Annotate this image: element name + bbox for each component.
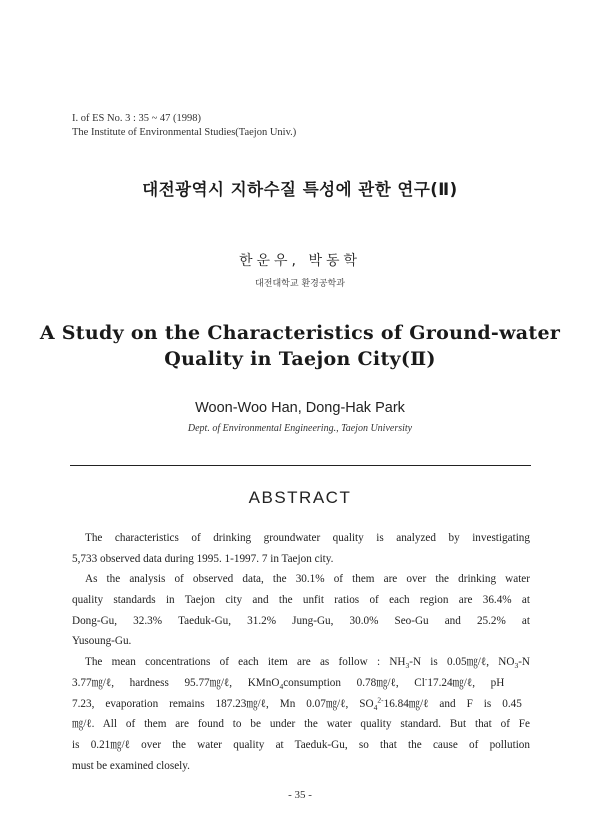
english-title <box>0 320 600 372</box>
abstract-word: 25.2% <box>476 614 506 627</box>
text-run: 17.24㎎/ℓ, pH <box>427 676 505 689</box>
abstract-line <box>72 549 530 570</box>
institute-name: The Institute of Environmental Studies(Taejon Univ.) <box>72 127 297 138</box>
abstract-line <box>72 735 530 756</box>
abstract-word: Taeduk-Gu, <box>178 614 232 627</box>
page-number: - 35 - <box>288 789 312 801</box>
abstract-line <box>72 569 530 590</box>
abstract-text <box>72 694 522 715</box>
abstract-text: As the analysis of observed data, the 30.1% of them are over the drinking water <box>85 573 530 586</box>
abstract-word: Jung-Gu, <box>292 614 334 627</box>
abstract-text: 5,733 observed data during 1995. 1-1997. 7 in Taejon city. <box>72 552 334 565</box>
abstract-text: Yusoung-Gu. <box>72 635 132 648</box>
subscript: 4 <box>373 702 378 712</box>
abstract-line <box>72 756 530 777</box>
abstract-text: is 0.21㎎/ℓ over the water quality at Taeduk-Gu, so that the cause of pollution <box>72 738 530 751</box>
abstract-heading: ABSTRACT <box>248 488 352 507</box>
english-title-line-2: Quality in Taejon City(Ⅱ) <box>164 348 436 370</box>
subscript: 3 <box>405 661 410 671</box>
english-affiliation: Dept. of Environmental Engineering., Taejon University <box>187 423 413 434</box>
journal-header <box>72 112 296 140</box>
abstract-line <box>72 673 530 694</box>
abstract-word: and <box>444 614 461 627</box>
abstract-line <box>72 652 530 673</box>
subscript: 3 <box>514 661 519 671</box>
abstract-text: The characteristics of drinking groundwater quality is analyzed by investigating <box>85 532 530 544</box>
abstract-line <box>72 528 530 549</box>
abstract-text <box>72 673 504 694</box>
text-run: -N is 0.05㎎/ℓ, NO <box>409 656 515 669</box>
english-authors: Woon-Woo Han, Dong-Hak Park <box>195 400 405 416</box>
subscript: 4 <box>279 682 284 692</box>
abstract-line <box>72 714 530 735</box>
english-title-line-1: A Study on the Characteristics of Ground-water <box>39 322 561 344</box>
korean-title: 대전광역시 지하수질 특성에 관한 연구(Ⅱ) <box>142 180 458 199</box>
journal-citation: I. of ES No. 3 : 35 ~ 47 (1998) <box>72 113 202 124</box>
divider-rule <box>70 465 531 466</box>
abstract-text: quality standards in Taejon city and the unfit ratios of each region are 36.4% at <box>72 594 530 607</box>
text-run: The mean concentrations of each item are as follow : NH <box>85 656 406 669</box>
abstract-line <box>72 611 530 632</box>
text-run: consumption 0.78㎎/ℓ, Cl <box>283 676 425 689</box>
abstract-word: 30.0% <box>349 614 379 627</box>
abstract-line <box>72 590 530 611</box>
superscript: 2- <box>377 694 384 704</box>
abstract-word: 32.3% <box>133 614 163 627</box>
abstract-word: Seo-Gu <box>394 614 429 627</box>
abstract-text: must be examined closely. <box>72 759 190 772</box>
text-run: 7.23, evaporation remains 187.23㎎/ℓ, Mn 0.07㎎/ℓ, SO <box>72 697 374 710</box>
korean-authors: 한운우, 박동학 <box>238 253 362 269</box>
text-run: 3.77㎎/ℓ, hardness 95.77㎎/ℓ, KMnO <box>72 676 280 689</box>
abstract-text: ㎎/ℓ. All of them are found to be under the water quality standard. But that of Fe <box>72 718 530 731</box>
abstract-word: at <box>521 614 530 627</box>
abstract-line <box>72 631 530 652</box>
abstract-line <box>72 694 530 715</box>
korean-affiliation: 대전대학교 환경공학과 <box>255 279 345 289</box>
text-run: 16.84㎎/ℓ and F is 0.45 <box>383 697 522 710</box>
abstract-word: Dong-Gu, <box>72 614 118 627</box>
text-run: -N <box>518 656 530 669</box>
superscript: - <box>424 674 428 684</box>
abstract-body <box>72 528 530 776</box>
abstract-word: 31.2% <box>247 614 277 627</box>
abstract-text <box>85 652 530 673</box>
